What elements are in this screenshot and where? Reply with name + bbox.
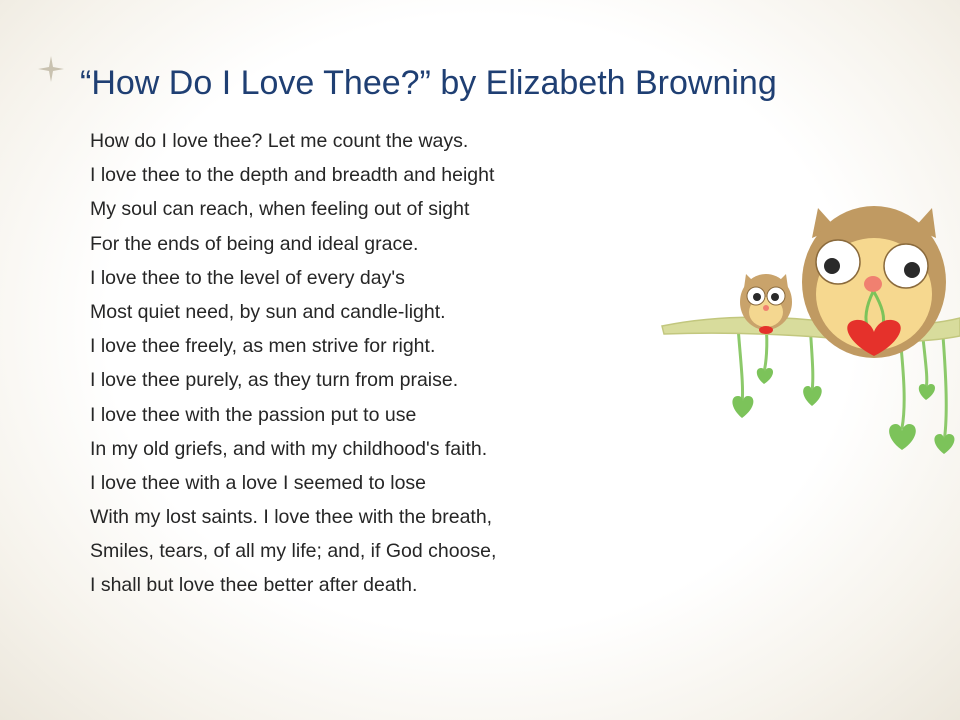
poem-line: With my lost saints. I love thee with the breath, <box>90 506 493 529</box>
poem-line: For the ends of being and ideal grace. <box>90 232 419 255</box>
poem-line: I love thee freely, as men strive for right. <box>90 335 436 358</box>
poem-line: I love thee with the passion put to use <box>90 403 417 426</box>
poem-line: I love thee to the depth and breadth and height <box>90 164 495 187</box>
poem-line: I love thee purely, as they turn from praise. <box>90 369 459 392</box>
slide-title <box>80 64 940 103</box>
poem-line: In my old griefs, and with my childhood's faith. <box>90 437 488 460</box>
slide-title-text: “How Do I Love Thee?” by Elizabeth Browning <box>80 64 777 102</box>
sparkle-icon <box>38 56 64 82</box>
owls-illustration <box>660 196 960 466</box>
poem-text <box>90 124 496 603</box>
poem-line: I shall but love thee better after death. <box>90 574 418 597</box>
poem-line: I love thee with a love I seemed to lose <box>90 471 427 494</box>
poem-line: I love thee to the level of every day's <box>90 266 405 289</box>
poem-line: Most quiet need, by sun and candle-light. <box>90 300 446 323</box>
big-owl <box>802 206 946 358</box>
poem-line: How do I love thee? Let me count the ways. <box>90 130 469 152</box>
poem-line: Smiles, tears, of all my life; and, if God choose, <box>90 540 497 563</box>
leaf-heart-icons <box>732 368 954 454</box>
poem-line: My soul can reach, when feeling out of sight <box>90 198 470 221</box>
